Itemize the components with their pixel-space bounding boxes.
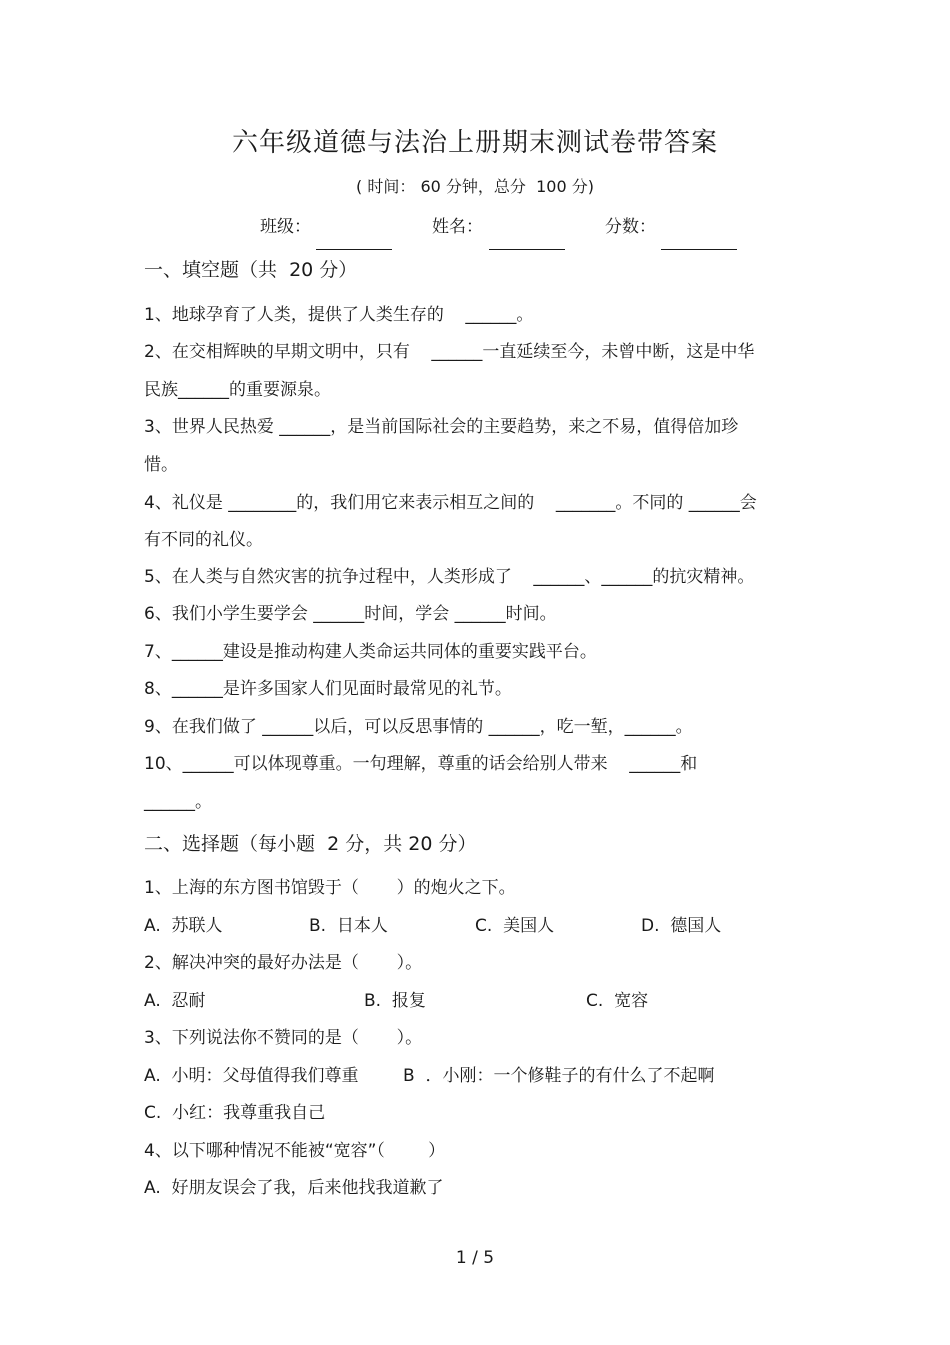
name-label: 姓名： (432, 217, 483, 237)
choice-option: B ．小刚：一个修鞋子的有什么了不起啊 (403, 1066, 715, 1086)
question-stem: 1、上海的东方图书馆毁于（ ）的炮火之下。 (144, 878, 516, 898)
choice-option: B. 报复 (364, 991, 426, 1011)
question-line: 9、在我们做了 ______以后，可以反思事情的 ______，吃一堑，______。 (144, 717, 693, 737)
choice-option: C. 美国人 (475, 916, 555, 936)
question-line: 5、在人类与自然灾害的抗争过程中，人类形成了 ______、______的抗灾精神。 (144, 567, 755, 587)
choice-option: A. 苏联人 (144, 916, 223, 936)
page-number: 1 / 5 (455, 1248, 495, 1268)
exam-time-score: ( 时间： 60 分钟，总分 100 分) (356, 177, 594, 196)
question-line: 4、礼仪是 ________的，我们用它来表示相互之间的 _______。不同的 ______会 (144, 493, 757, 513)
question-line: 7、______建设是推动构建人类命运共同体的重要实践平台。 (144, 642, 597, 662)
question-line: 8、______是许多国家人们见面时最常见的礼节。 (144, 679, 512, 699)
question-stem: 2、解决冲突的最好办法是（ ）。 (144, 953, 423, 973)
class-blank (316, 231, 392, 250)
question-line: 有不同的礼仪。 (144, 530, 263, 550)
choice-option: A. 好朋友误会了我，后来他找我道歉了 (144, 1178, 444, 1198)
question-line: 3、世界人民热爱 ______，是当前国际社会的主要趋势，来之不易，值得倍加珍 (144, 417, 739, 437)
choice-option: A. 小明：父母值得我们尊重 (144, 1066, 359, 1086)
question-line: 6、我们小学生要学会 ______时间，学会 ______时间。 (144, 604, 557, 624)
question-line: 2、在交相辉映的早期文明中，只有 ______一直延续至今，未曾中断，这是中华 (144, 342, 755, 362)
choice-option: C. 小红：我尊重我自己 (144, 1103, 326, 1123)
question-line: 10、______可以体现尊重。一句理解，尊重的话会给别人带来 ______和 (144, 754, 698, 774)
question-stem: 4、以下哪种情况不能被“宽容”（ ） (144, 1141, 446, 1161)
score-label: 分数： (605, 217, 656, 237)
class-label: 班级： (260, 217, 311, 237)
question-line: ______。 (144, 792, 212, 812)
question-line: 民族______的重要源泉。 (144, 380, 331, 400)
name-blank (489, 231, 565, 250)
choice-option: A. 忍耐 (144, 991, 206, 1011)
section-heading-fill-in: 一、填空题（共 20 分） (144, 259, 358, 281)
choice-option: C. 宽容 (586, 991, 649, 1011)
choice-option: D. 德国人 (641, 916, 722, 936)
score-blank (661, 231, 737, 250)
question-line: 惜。 (144, 455, 178, 475)
choice-option: B. 日本人 (309, 916, 388, 936)
page-title: 六年级道德与法治上册期末测试卷带答案 (231, 128, 718, 158)
question-stem: 3、下列说法你不赞同的是（ ）。 (144, 1028, 423, 1048)
question-line: 1、地球孕育了人类，提供了人类生存的 ______。 (144, 305, 534, 325)
section-heading-multiple-choice: 二、选择题（每小题 2 分，共 20 分） (144, 833, 477, 855)
